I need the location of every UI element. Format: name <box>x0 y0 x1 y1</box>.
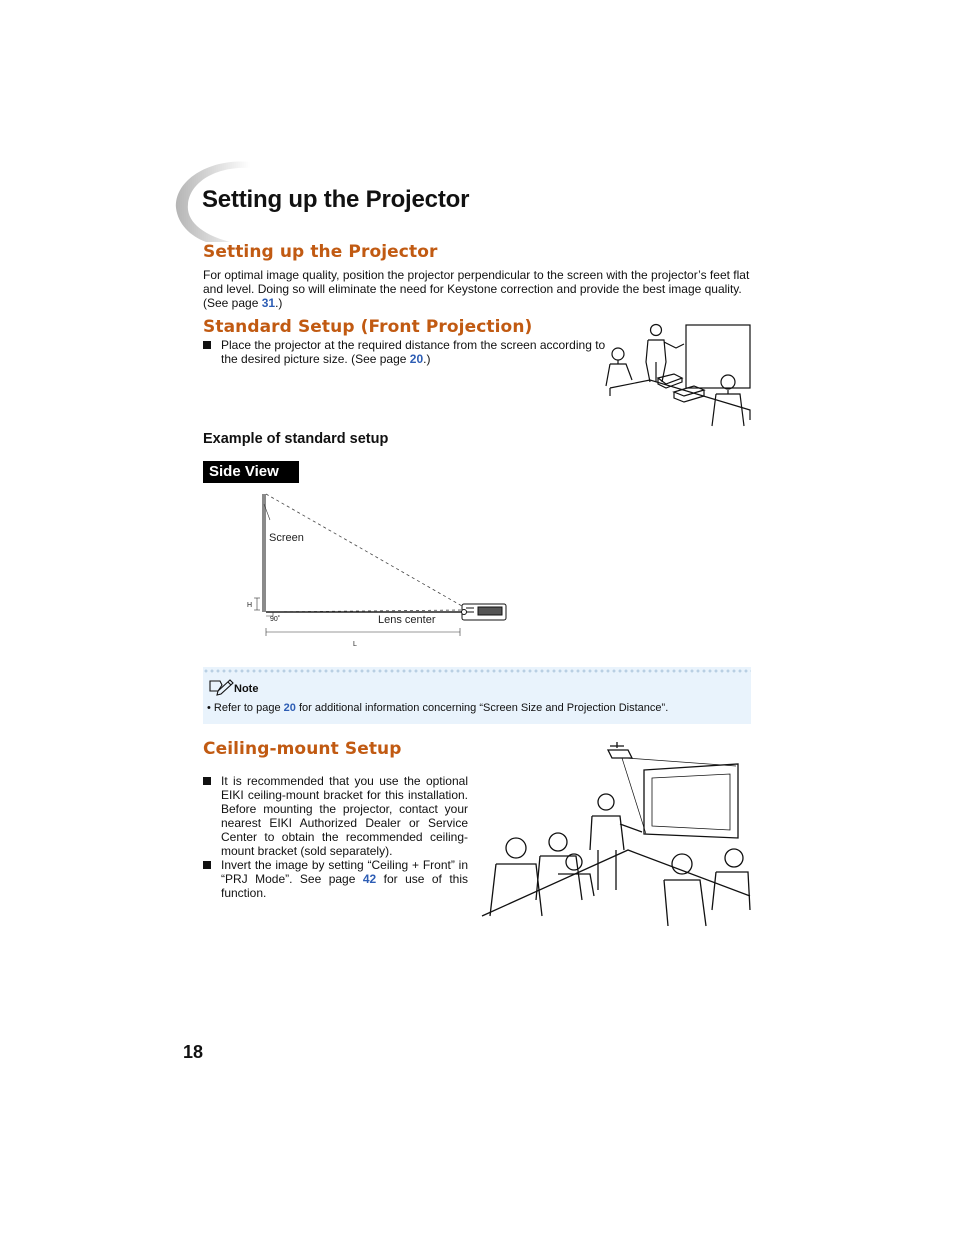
setup-text-end: .) <box>275 296 283 310</box>
side-view-diagram <box>240 488 520 658</box>
page-link-42[interactable]: 42 <box>362 872 377 886</box>
screen-panel <box>262 494 266 612</box>
page-link-31[interactable]: 31 <box>261 296 276 310</box>
bullet-square <box>203 338 221 366</box>
ceiling-bullet-1-text: It is recommended that you use the optional EIKI ceiling-mount bracket for this installation. Before mounting the projector, contact your nearest EIKI Authorized Dealer or Service Center to obtain the recommended ceiling-mount bracket (sold separately). <box>221 774 468 858</box>
note-dotted-border <box>203 667 751 675</box>
setup-paragraph <box>203 268 753 310</box>
section-heading-front-projection: Standard Setup (Front Projection) <box>203 317 533 337</box>
example-heading: Example of standard setup <box>203 431 389 447</box>
ceiling-mount-illustration <box>478 740 754 930</box>
page-title: Setting up the Projector <box>202 186 470 213</box>
h-label: H <box>247 602 253 609</box>
note-text: • Refer to page 20 for additional information concerning “Screen Size and Projection Distance”. <box>207 702 669 714</box>
front-projection-text: Place the projector at the required distance from the screen according to the desired picture size. (See page 20.) <box>221 338 606 366</box>
bullet-square <box>203 774 221 858</box>
note-label: Note <box>234 683 259 695</box>
section-heading-setup: Setting up the Projector <box>203 242 438 262</box>
projector-side-view <box>462 604 507 620</box>
screen-label: Screen <box>269 532 304 544</box>
bullet-square <box>203 858 221 900</box>
ceiling-mount-bullets <box>203 774 468 900</box>
page-number: 18 <box>183 1042 204 1062</box>
pencil-note-icon <box>208 677 234 697</box>
front-projection-illustration <box>604 320 754 432</box>
angle-label: 90˚ <box>270 616 281 623</box>
note-box <box>203 667 751 724</box>
page-link-20[interactable]: 20 <box>409 352 424 366</box>
ceiling-bullet-2-text: Invert the image by setting “Ceiling + Front” in “PRJ Mode”. See page 42 for use of this function. <box>221 858 468 900</box>
setup-text: For optimal image quality, position the projector perpendicular to the screen with the projector’s feet flat and level. Doing so will eliminate the need for Keystone correction and provide the best image quality. (See page <box>203 268 750 310</box>
l-label: L <box>353 641 357 648</box>
ceiling-bullet-1 <box>203 774 468 858</box>
front-projection-bullet <box>203 338 608 366</box>
section-heading-ceiling-mount: Ceiling-mount Setup <box>203 739 402 759</box>
ceiling-bullet-2 <box>203 858 468 900</box>
side-view-badge: Side View <box>203 461 299 483</box>
lens-center-label: Lens center <box>378 614 436 626</box>
page-link-20-note[interactable]: 20 <box>283 702 296 714</box>
